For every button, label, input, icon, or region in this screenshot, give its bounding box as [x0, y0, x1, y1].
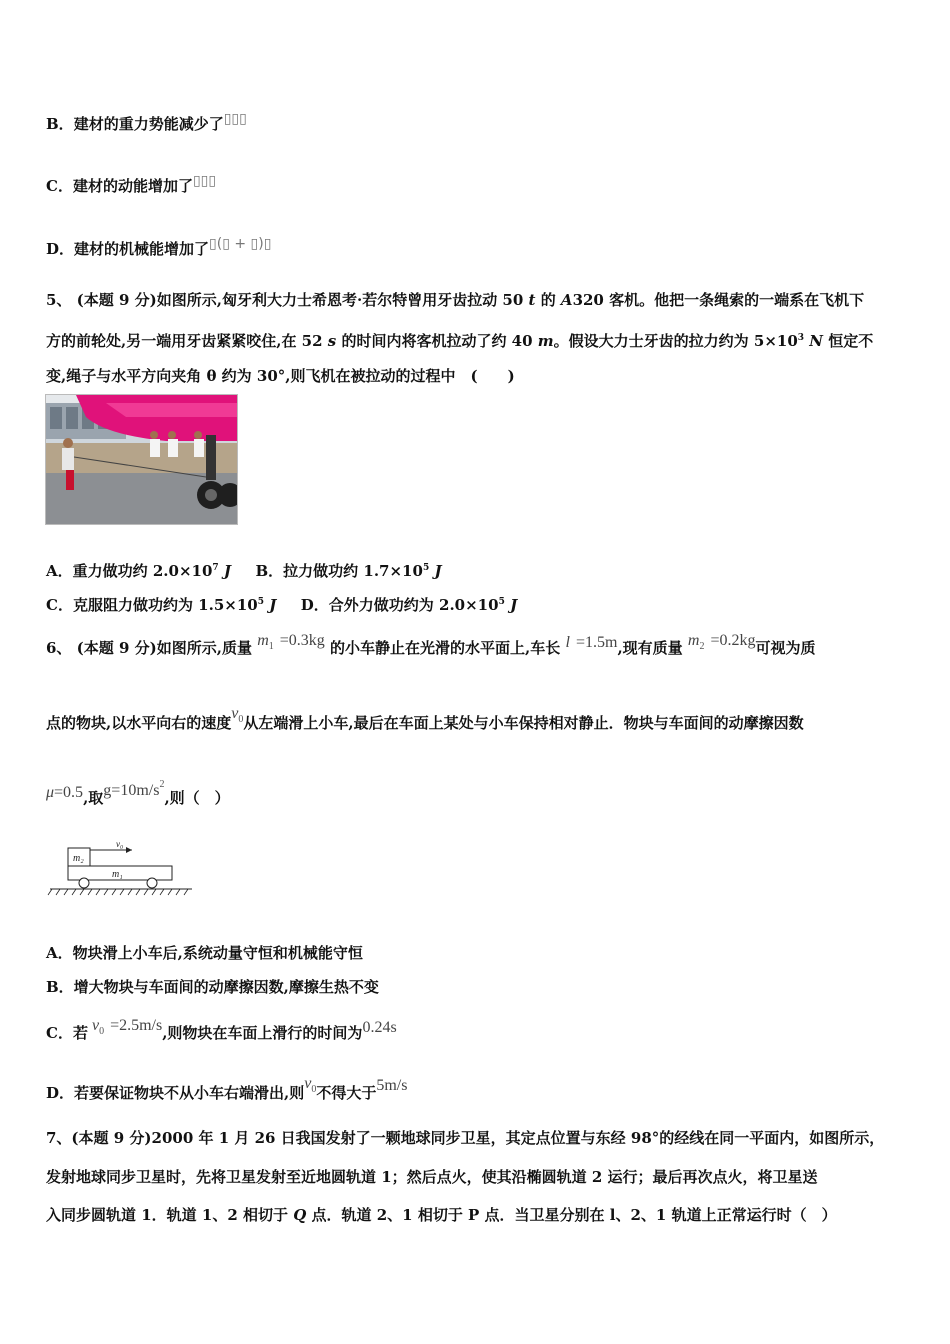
value: =2.5m/s [110, 1017, 163, 1034]
q6-line-2 [46, 705, 804, 736]
exponent: 5 [498, 597, 505, 607]
q5-line-1 [46, 290, 864, 310]
text: 的小车静止在光滑的水平面上,车长 [330, 639, 561, 657]
point-label: Q [293, 1206, 307, 1224]
cart-diagram [46, 836, 196, 898]
value: =0.3kg [279, 632, 325, 649]
q5-line-3 [46, 366, 515, 386]
option-c-text: C．克服阻力做功约为 1.5×10 [46, 596, 258, 614]
symbol: l [565, 634, 570, 651]
text: 点的物块,以水平向右的速度 [46, 714, 232, 732]
value: 5m/s [376, 1077, 408, 1094]
unit: J [223, 562, 232, 580]
q6-line-3 [46, 779, 230, 811]
cart-label: m₁ [112, 869, 123, 880]
q6-line-1 [46, 632, 816, 661]
text: 点．轨道 2、1 相切于 P 点．当卫星分别在 l、2、1 轨道上正常运行时（ ） [306, 1206, 837, 1224]
text: 变,绳子与水平方向夹角 θ 约为 30°,则飞机在被拉动的过程中 ( ) [46, 367, 515, 385]
symbol: μ [46, 784, 55, 801]
formula-image: ▯▯▯ [192, 173, 217, 189]
exponent: 7 [212, 563, 219, 573]
symbol: m [257, 632, 269, 649]
unit: J [510, 596, 518, 614]
unit: m [537, 332, 554, 350]
option-text: 建材的机械能增加了 [74, 240, 210, 258]
text: 方的前轮处,另一端用牙齿紧紧咬住,在 52 [46, 332, 323, 350]
option-text: 建材的重力势能减少了 [73, 115, 224, 133]
text: 入同步圆轨道 1．轨道 1、2 相切于 [46, 1206, 294, 1224]
option-label: C． [46, 177, 73, 195]
subscript: 0 [99, 1026, 105, 1037]
option-b-text: B．拉力做功约 1.7×10 [255, 562, 423, 580]
formula-image: ▯(▯ + ▯)▯ [209, 236, 272, 252]
text: ,则物块在车面上滑行的时间为 [162, 1024, 363, 1042]
option-c [46, 173, 217, 197]
unit: t [528, 291, 536, 309]
option-c-text: C．若 [46, 1024, 88, 1042]
value: 0.24s [362, 1019, 397, 1036]
q5-options-ab [46, 558, 442, 581]
option-b [46, 111, 247, 135]
text: 的 [535, 291, 561, 309]
option-a-text: A．物块滑上小车后,系统动量守恒和机械能守恒 [46, 944, 363, 962]
option-d-text: D．合外力做功约为 2.0×10 [300, 596, 499, 614]
subscript: 0 [238, 714, 244, 725]
velocity-label: v₀ [116, 839, 124, 849]
symbol: v [304, 1075, 312, 1092]
q5-options-cd [46, 592, 517, 615]
block-label: m₂ [73, 853, 84, 864]
q6-option-b [46, 977, 379, 997]
subscript: 1 [268, 641, 274, 652]
option-text: 建材的动能增加了 [72, 177, 193, 195]
option-b-text: B．增大物块与车面间的动摩擦因数,摩擦生热不变 [46, 978, 379, 996]
exponent: 5 [422, 563, 430, 573]
option-label: B． [46, 115, 74, 133]
exponent: 3 [797, 333, 805, 343]
text: 320 客机。他把一条绳索的一端系在飞机下 [572, 291, 865, 309]
text: ,取 [83, 789, 104, 807]
text: 恒定不 [823, 332, 874, 350]
q5-line-2 [46, 328, 873, 351]
q6-option-c [46, 1017, 397, 1046]
value: g=10m/s [103, 782, 160, 799]
value: =0.5 [54, 784, 84, 801]
formula-image: ▯▯▯ [223, 111, 247, 127]
airplane-photo [45, 394, 238, 525]
q7-line-3 [46, 1205, 837, 1225]
unit: J [269, 596, 277, 614]
text: ,则（ ） [164, 789, 230, 807]
q7-line-2 [46, 1167, 818, 1187]
question-number: 6、 [46, 639, 72, 657]
text: 从左端滑上小车,最后在车面上某处与小车保持相对静止．物块与车面间的动摩擦因数 [243, 714, 804, 732]
text: 可视为质 [755, 639, 816, 657]
text: 。假设大力士牙齿的拉力约为 5×10 [553, 332, 798, 350]
symbol: m [687, 632, 700, 649]
q6-option-d [46, 1075, 408, 1106]
text: ,现有质量 [617, 639, 683, 657]
q7-line-1 [46, 1128, 884, 1148]
unit: s [327, 332, 337, 350]
text: 发射地球同步卫星时，先将卫星发射至近地圆轨道 1；然后点火，使其沿椭圆轨道 2 运行；最后再次点火，将卫星送 [46, 1168, 818, 1186]
option-label: D． [46, 240, 75, 258]
option-a-text: A．重力做功约 2.0×10 [46, 562, 213, 580]
text: (本题 9 分)如图所示,匈牙利大力士希恩考·若尔特曾用牙齿拉动 50 [76, 291, 524, 309]
option-d-text: D．若要保证物块不从小车右端滑出,则 [46, 1084, 305, 1102]
text: 7、(本题 9 分)2000 年 1 月 26 日我国发射了一颗地球同步卫星，其定点位置与东经 98°的经线在同一平面内，如图所示， [46, 1129, 885, 1147]
text: 的时间内将客机拉动了约 40 [336, 332, 533, 350]
q6-option-a [46, 943, 363, 963]
exponent: 5 [257, 597, 264, 607]
value: =1.5m [575, 634, 618, 651]
subscript: 2 [699, 641, 705, 652]
text: 不得大于 [316, 1084, 377, 1102]
unit: N [809, 332, 823, 350]
text: A [560, 291, 573, 309]
text: (本题 9 分)如图所示,质量 [76, 639, 252, 657]
symbol: v [231, 705, 239, 722]
option-d [46, 236, 272, 260]
question-number: 5、 [46, 291, 72, 309]
exponent: 2 [159, 779, 165, 790]
subscript: 0 [311, 1084, 317, 1095]
symbol: v [91, 1017, 100, 1034]
unit: J [434, 562, 442, 580]
value: =0.2kg [710, 632, 756, 649]
